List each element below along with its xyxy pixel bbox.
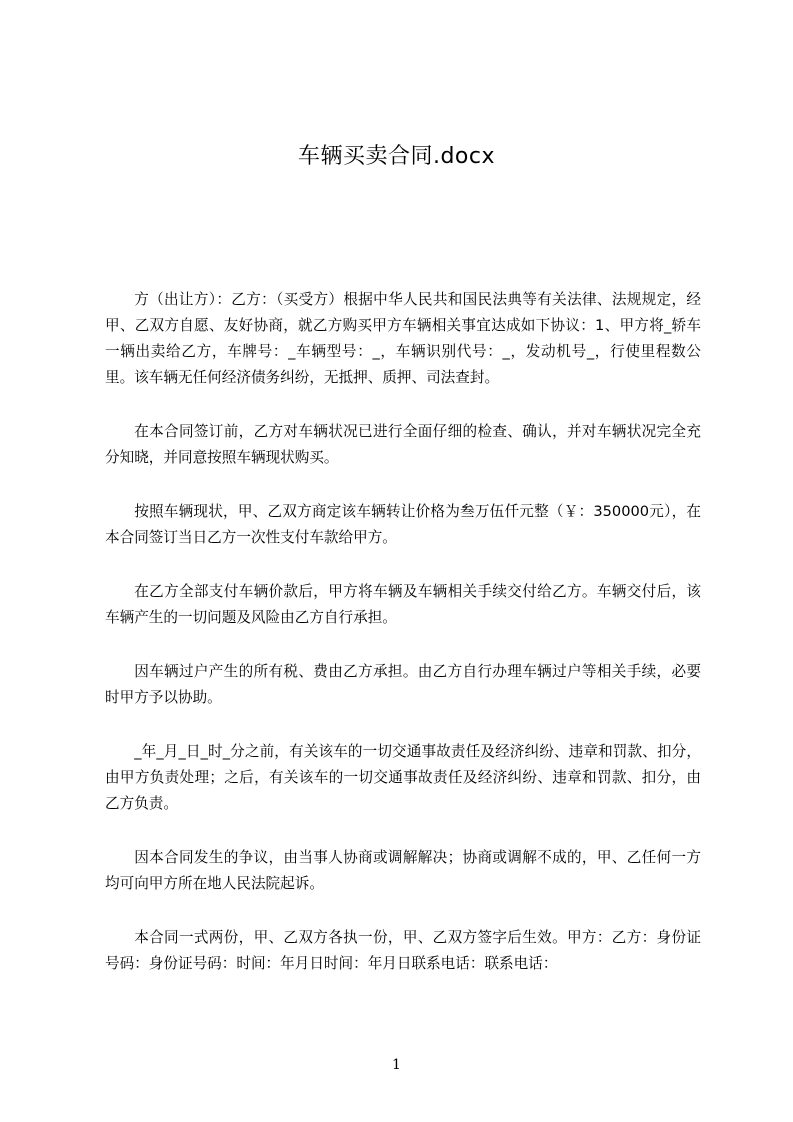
- paragraph-liability: _年_月_日_时_分之前，有关该车的一切交通事故责任及经济纠纷、违章和罚款、扣分，由甲方负责处理；之后，有关该车的一切交通事故责任及经济纠纷、违章和罚款、扣分，由乙方负责。: [105, 743, 701, 812]
- paragraph-parties: 方（出让方）：乙方：（买受方）根据中华人民共和国民法典等有关法律、法规规定，经甲、乙双方自愿、友好协商，就乙方购买甲方车辆相关事宜达成如下协议：1、甲方将_轿车一辆出卖给乙方，车牌号：_车辆型号：_，车辆识别代号：_，发动机号_，行使里程数公里。该车辆无任何经济债务纠纷，无抵押、质押、司法查封。: [105, 291, 701, 386]
- paragraph-signatures: 本合同一式两份，甲、乙双方各执一份，甲、乙双方签字后生效。甲方：乙方：身份证号码：身份证号码：时间：年月日时间：年月日联系电话：联系电话：: [105, 929, 701, 972]
- paragraph-inspection: 在本合同签订前，乙方对车辆状况已进行全面仔细的检查、确认，并对车辆状况完全充分知晓，并同意按照车辆现状购买。: [105, 423, 701, 466]
- paragraph-transfer-fees: 因车辆过户产生的所有税、费由乙方承担。由乙方自行办理车辆过户等相关手续，必要时甲方予以协助。: [105, 663, 701, 706]
- paragraph-disputes: 因本合同发生的争议，由当事人协商或调解解决；协商或调解不成的，甲、乙任何一方均可向甲方所在地人民法院起诉。: [105, 849, 701, 892]
- paragraph-price: 按照车辆现状，甲、乙双方商定该车辆转让价格为叁万伍仟元整（￥：350000元），在本合同签订当日乙方一次性支付车款给甲方。: [105, 503, 701, 546]
- document-title: 车辆买卖合同.docx: [297, 144, 496, 169]
- page-number: 1: [392, 1057, 401, 1073]
- document-body: [105, 287, 701, 1005]
- paragraph-delivery: 在乙方全部支付车辆价款后，甲方将车辆及车辆相关手续交付给乙方。车辆交付后，该车辆产生的一切问题及风险由乙方自行承担。: [105, 583, 701, 626]
